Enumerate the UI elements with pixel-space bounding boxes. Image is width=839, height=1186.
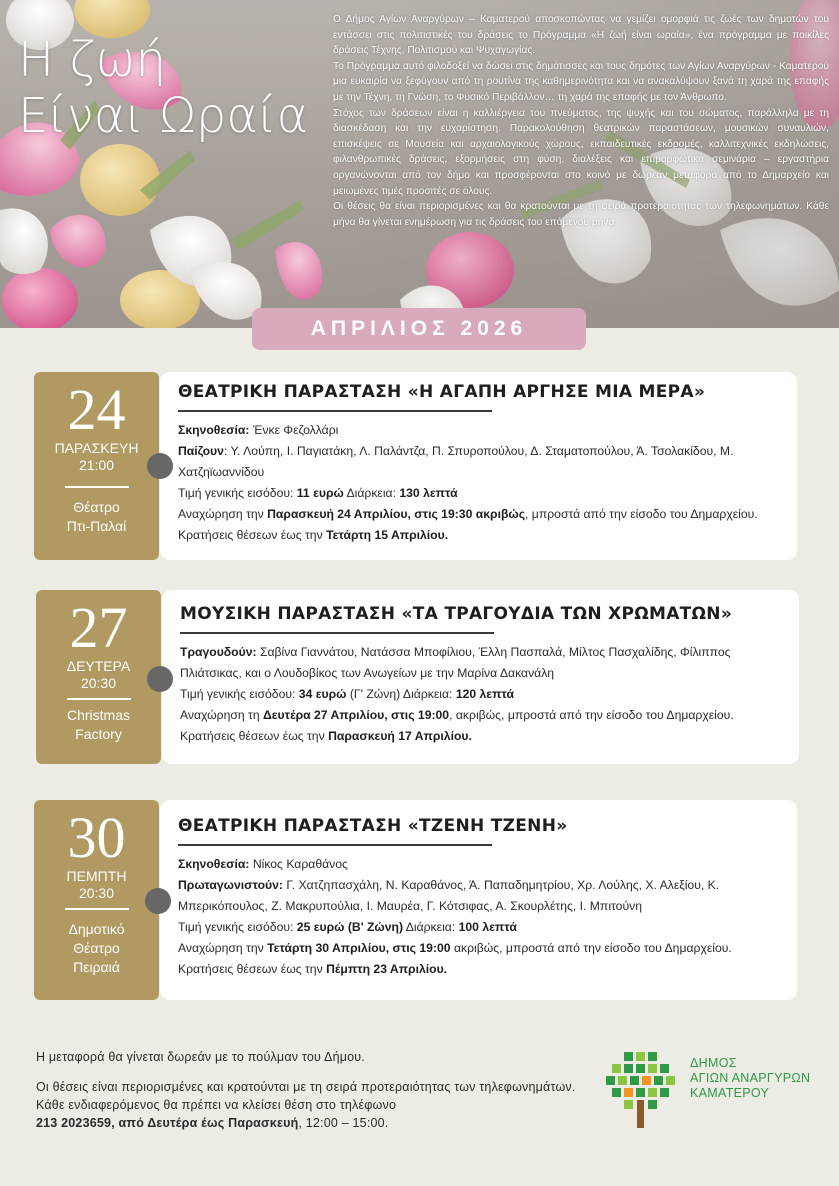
month-pill: ΑΠΡΙΛΙΟΣ 2026 [252,308,586,350]
event-venue: Πτι-Παλαί [66,518,127,534]
event-weekday: ΔΕΥΤΕΡΑ [66,658,131,674]
event-time: 20:30 [78,885,115,901]
price-line: Τιμή γενικής εισόδου: 34 ευρώ (Γ' Ζώνη) Διάρκεια: 120 λεπτά [180,686,515,701]
event-title: ΜΟΥΣΙΚΗ ΠΑΡΑΣΤΑΣΗ «ΤΑ ΤΡΑΓΟΥΔΙΑ ΤΩΝ ΧΡΩΜΑΤΩΝ» [180,604,733,624]
performers-line: Τραγουδούν: Σαβίνα Γιαννάτου, Νατάσσα Μποφίλιου, Έλλη Πασπαλά, Μίλτος Πασχαλίδης, Φίλιππος Πλιάτσικας, και ο Λουδοβίκος των Ανωγείων με την Μαρίνα Δακανάλη [180,644,731,680]
director-line: Σκηνοθεσία: Ένκε Φεζολλάρι [178,422,339,437]
booking-line: Κρατήσεις θέσεων έως την Παρασκευή 17 Απριλίου. [180,728,472,743]
price-line: Τιμή γενικής εισόδου: 11 ευρώ Διάρκεια: 130 λεπτά [178,485,458,500]
timeline-dot [147,453,173,479]
timeline-dot [145,888,171,914]
event-day: 24 [67,377,126,442]
description-paragraph: Ο Δήμος Αγίων Αναργύρων – Καματερού αποσκοπώντας να γεμίζει ομορφιά τις ζωές των δημοτών του εντάσσει στις πολιτιστικές του δράσεις το Πρόγραμμα «Η ζωή είναι ωραία», ένα πρόγραμμα με ποικίλες δράσεις Τέχνης, Πολιτισμού και Ψυχαγωγίας. [333,14,829,57]
description-paragraph: Το Πρόγραμμα αυτό φιλοδοξεί να δώσει στις δημότισσες και τους δημότες των Αγίων Αναργύρων - Καματερού μια ευκαιρία να ξεφύγουν από τη ρουτίνα της καθημερινότητα και να ανακαλύψουν ξανά τη χαρά της επαφής με την Τέχνη, τη Γνώση, το Φυσικό Περιβάλλον… τη χαρά της επαφής με τον Άνθρωπο. [333,60,829,103]
event-day: 30 [67,805,126,870]
cast-line: Παίζουν: Υ. Λούπη, Ι. Παγιατάκη, Λ. Παλάντζα, Π. Σπυροπούλου, Δ. Σταματοπούλου, Ά. Τσολακίδου, Μ. Χατζηϊωαννίδου [178,443,734,479]
event-venue: Πειραιά [73,959,120,975]
director-line: Σκηνοθεσία: Νίκος Καραθάνος [178,856,348,871]
event-card [162,590,799,764]
departure-line: Αναχώρηση τη Δευτέρα 27 Απριλίου, στις 19:00, ακριβώς, μπροστά από την είσοδο του Δημαρχείου. [180,707,734,722]
hero-title-line2: Είναι Ωραία [18,88,309,144]
date-divider [65,486,129,488]
description-paragraph: Οι θέσεις θα είναι περιορισμένες και θα κρατούνται με τη σειρά προτεραιότητας των τηλεφωνημάτων. Κάθε μήνα θα γίνεται ενημέρωση για τις δράσεις του επόμενου μήνα. [333,201,829,228]
event-venue: Christmas [66,707,130,723]
title-underline [180,632,494,634]
municipality-name: ΔΗΜΟΣ ΑΓΙΩΝ ΑΝΑΡΓΥΡΩΝ ΚΑΜΑΤΕΡΟΥ [690,1056,811,1100]
tree-logo-icon [606,1050,676,1130]
date-divider [67,698,131,700]
title-underline [178,844,492,846]
hero-banner [0,0,839,328]
price-line: Τιμή γενικής εισόδου: 25 ευρώ (Β' Ζώνη) Διάρκεια: 100 λεπτά [178,919,517,934]
event-card [160,372,797,560]
event-time: 21:00 [78,457,115,473]
hero-title [18,32,308,144]
date-box [34,800,159,1000]
hero-title-line1: Η ζωή [18,32,167,88]
event-weekday: ΠΕΜΠΤΗ [66,868,127,884]
event-venue: Δημοτικό [68,921,125,937]
event-venue: Θέατρο [73,499,120,515]
date-box [36,590,161,764]
date-box [34,372,159,560]
date-divider [65,908,129,910]
event-title: ΘΕΑΤΡΙΚΗ ΠΑΡΑΣΤΑΣΗ «Η ΑΓΑΠΗ ΑΡΓΗΣΕ ΜΙΑ ΜΕΡΑ» [178,382,706,402]
footer-info [36,1048,596,1144]
title-underline [178,410,492,412]
program-description [333,12,829,230]
departure-line: Αναχώρηση την Παρασκευή 24 Απριλίου, στις 19:30 ακριβώς, μπροστά από την είσοδο του Δημαρχείου. [178,506,758,521]
seats-note: Οι θέσεις είναι περιορισμένες και κρατούνται με τη σειρά προτεραιότητας των τηλεφωνημάτων. Κάθε ενδιαφερόμενος θα πρέπει να κλείσει θέση στο τηλέφωνο 213 2023659, από Δευτέρα έως Παρασκευή, 12:00 – 15:00. [36,1080,576,1130]
description-paragraph: Στόχος των δράσεων είναι η καλλιέργεια του πνεύματος, της ψυχής και του σώματος, παράλληλα με τη διασκέδαση και την ευχαρίστηση. Παρακολούθηση θεατρικών παραστάσεων, μουσικών συναυλιών, επισκέψεις σε Μουσεία και αρχαιολογικούς χώρους, εκπαιδευτικές εκδρομές, καλλιτεχνικές εκδηλώσεις, φιλανθρωπικές δράσεις, εξορμήσεις στη φύση, διαλέξεις και επιμορφωτικά σεμινάρια – εργαστήρια οργανώνονται από τον δήμο και προσφέρονται στο κοινό με δωρεάν μεταφορά από το Δημαρχείο και μειωμένες τιμές προσιτές σε όλους. [333,107,829,197]
event-venue: Θέατρο [73,940,120,956]
event-venue: Factory [75,726,122,742]
event-time: 20:30 [80,675,117,691]
booking-line: Κρατήσεις θέσεων έως την Πέμπτη 23 Απριλίου. [178,961,448,976]
booking-line: Κρατήσεις θέσεων έως την Τετάρτη 15 Απριλίου. [178,527,449,542]
event-card [160,800,797,1000]
event-day: 27 [69,595,128,660]
event-weekday: ΠΑΡΑΣΚΕΥΗ [54,440,139,456]
municipality-logo [606,1050,826,1130]
timeline-dot [147,666,173,692]
event-title: ΘΕΑΤΡΙΚΗ ΠΑΡΑΣΤΑΣΗ «ΤΖΕΝΗ ΤΖΕΝΗ» [178,816,568,836]
transport-note: Η μεταφορά θα γίνεται δωρεάν με το πούλμαν του Δήμου. [36,1050,365,1064]
cast-line: Πρωταγωνιστούν: Γ. Χατζηπασχάλη, Ν. Καραθάνος, Ά. Παπαδημητρίου, Χρ. Λούλης, Χ. Αλεξίου, Κ. Μπερικόπουλος, Ζ. Μακρυπούλια, Ι. Μαυρέα, Γ. Κότσιφας, Α. Σκουρλέτης, Ι. Μπιτούνη [178,877,720,913]
departure-line: Αναχώρηση την Τετάρτη 30 Απριλίου, στις 19:00 ακριβώς, μπροστά από την είσοδο του Δημαρχείου. [178,940,732,955]
